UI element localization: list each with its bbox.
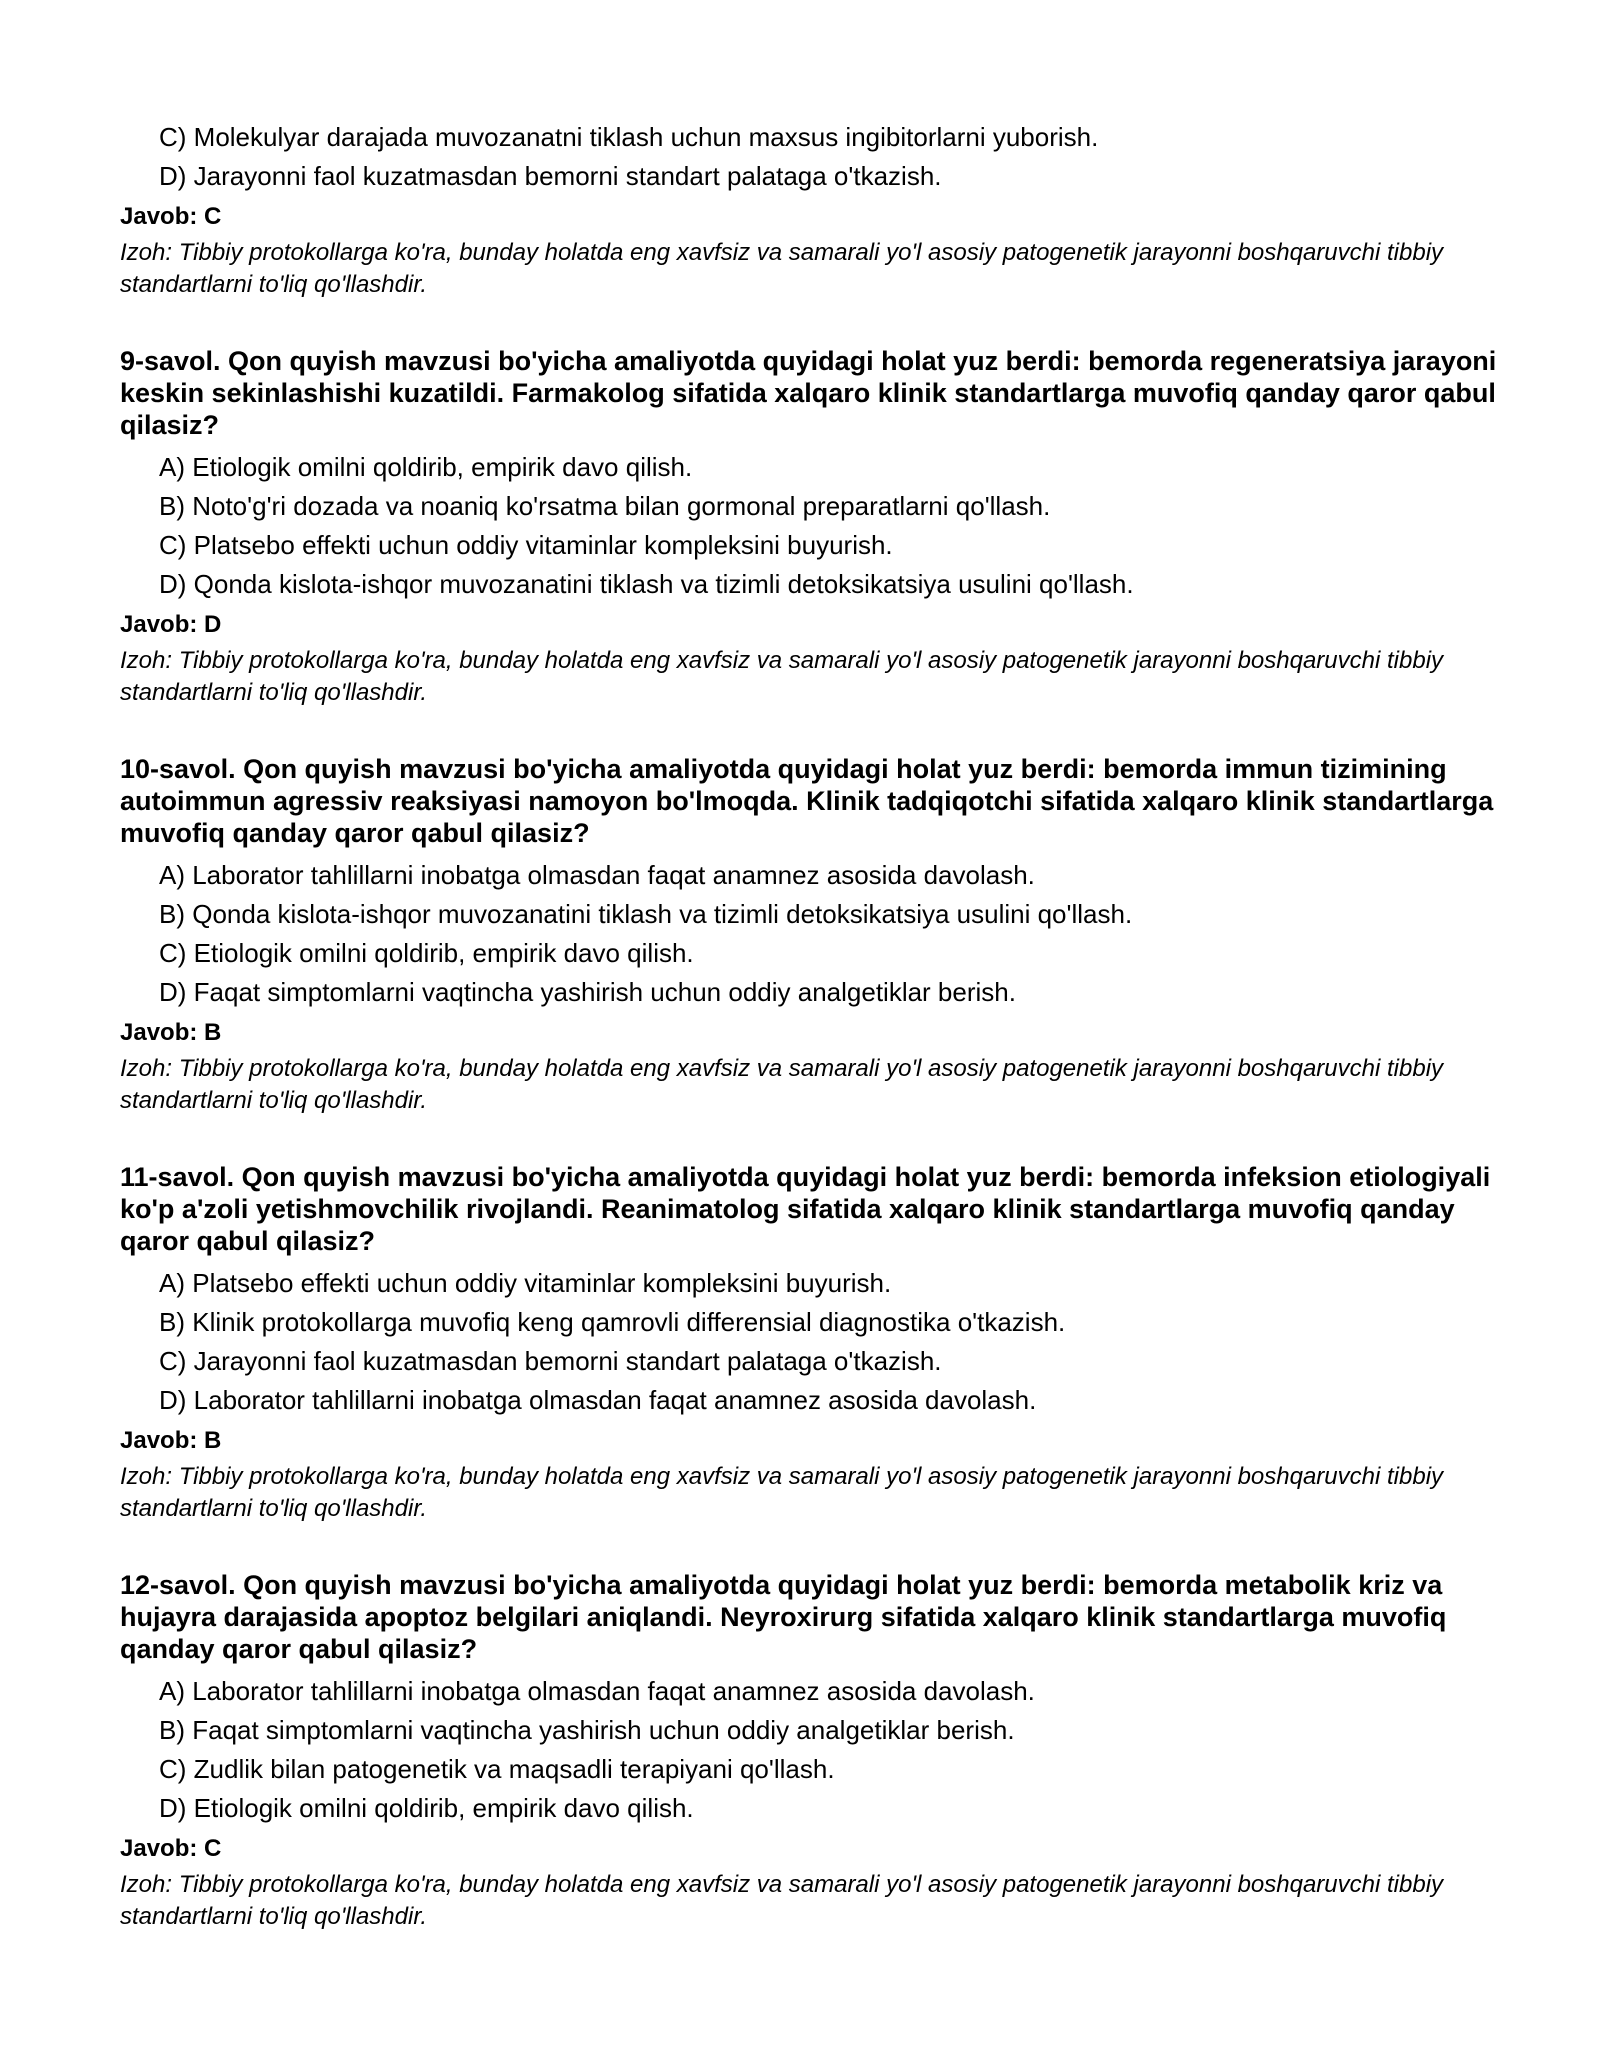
answer-key: Javob: C	[120, 1835, 222, 1862]
answer-option: B) Qonda kislota-ishqor muvozanatini tiklash va tizimli detoksikatsiya usulini qo'llash.	[159, 899, 1133, 929]
question-title: 12-savol. Qon quyish mavzusi bo'yicha amaliyotda quyidagi holat yuz berdi: bemorda metabolik kriz va hujayra darajasida apoptoz belgilari aniqlandi. Neyroxirurg sifatida xalqaro klinik standartlarga muvofiq qanday qaror qabul qilasiz?	[120, 1570, 1447, 1664]
answer-key: Javob: B	[120, 1427, 222, 1454]
answer-option: B) Klinik protokollarga muvofiq keng qamrovli differensial diagnostika o'tkazish.	[159, 1307, 1066, 1337]
answer-option: C) Molekulyar darajada muvozanatni tiklash uchun maxsus ingibitorlarni yuborish.	[159, 122, 1099, 152]
answer-option: C) Jarayonni faol kuzatmasdan bemorni standart palataga o'tkazish.	[159, 1346, 942, 1376]
question-title: 11-savol. Qon quyish mavzusi bo'yicha amaliyotda quyidagi holat yuz berdi: bemorda infeksion etiologiyali ko'p a'zoli yetishmovchilik rivojlandi. Reanimatolog sifatida xalqaro klinik standartlarga muvofiq qanday qaror qabul qilasiz?	[120, 1162, 1491, 1256]
explanation: Izoh: Tibbiy protokollarga ko'ra, bunday holatda eng xavfsiz va samarali yo'l asosiy patogenetik jarayonni boshqaruvchi tibbiy standartlarni to'liq qo'llashdir.	[120, 239, 1444, 298]
question-block-9	[120, 345, 1500, 709]
answer-option: A) Platsebo effekti uchun oddiy vitaminlar kompleksini buyurish.	[159, 1268, 892, 1298]
answer-option: B) Faqat simptomlarni vaqtincha yashirish uchun oddiy analgetiklar berish.	[159, 1715, 1015, 1745]
answer-key: Javob: C	[120, 203, 222, 230]
question-block-12	[120, 1569, 1500, 1933]
explanation: Izoh: Tibbiy protokollarga ko'ra, bunday holatda eng xavfsiz va samarali yo'l asosiy patogenetik jarayonni boshqaruvchi tibbiy standartlarni to'liq qo'llashdir.	[120, 647, 1444, 706]
answer-option: A) Laborator tahlillarni inobatga olmasdan faqat anamnez asosida davolash.	[159, 1676, 1035, 1706]
answer-option: C) Zudlik bilan patogenetik va maqsadli terapiyani qo'llash.	[159, 1754, 835, 1784]
answer-option: D) Faqat simptomlarni vaqtincha yashirish uchun oddiy analgetiklar berish.	[159, 977, 1016, 1007]
document-page	[120, 118, 1500, 1933]
explanation: Izoh: Tibbiy protokollarga ko'ra, bunday holatda eng xavfsiz va samarali yo'l asosiy patogenetik jarayonni boshqaruvchi tibbiy standartlarni to'liq qo'llashdir.	[120, 1463, 1444, 1522]
answer-option: A) Etiologik omilni qoldirib, empirik davo qilish.	[159, 452, 693, 482]
answer-option: A) Laborator tahlillarni inobatga olmasdan faqat anamnez asosida davolash.	[159, 860, 1035, 890]
answer-option: C) Platsebo effekti uchun oddiy vitaminlar kompleksini buyurish.	[159, 530, 893, 560]
answer-option: D) Jarayonni faol kuzatmasdan bemorni standart palataga o'tkazish.	[159, 161, 942, 191]
answer-option: D) Laborator tahlillarni inobatga olmasdan faqat anamnez asosida davolash.	[159, 1385, 1037, 1415]
answer-option: B) Noto'g'ri dozada va noaniq ko'rsatma bilan gormonal preparatlarni qo'llash.	[159, 491, 1051, 521]
explanation: Izoh: Tibbiy protokollarga ko'ra, bunday holatda eng xavfsiz va samarali yo'l asosiy patogenetik jarayonni boshqaruvchi tibbiy standartlarni to'liq qo'llashdir.	[120, 1871, 1444, 1930]
question-title: 9-savol. Qon quyish mavzusi bo'yicha amaliyotda quyidagi holat yuz berdi: bemorda regeneratsiya jarayoni keskin sekinlashishi kuzatildi. Farmakolog sifatida xalqaro klinik standartlarga muvofiq qanday qaror qabul qilasiz?	[120, 346, 1497, 440]
answer-key: Javob: B	[120, 1019, 222, 1046]
question-block-11	[120, 1161, 1500, 1525]
answer-option: C) Etiologik omilni qoldirib, empirik davo qilish.	[159, 938, 694, 968]
question-block-10	[120, 753, 1500, 1117]
explanation: Izoh: Tibbiy protokollarga ko'ra, bunday holatda eng xavfsiz va samarali yo'l asosiy patogenetik jarayonni boshqaruvchi tibbiy standartlarni to'liq qo'llashdir.	[120, 1055, 1444, 1114]
question-title: 10-savol. Qon quyish mavzusi bo'yicha amaliyotda quyidagi holat yuz berdi: bemorda immun tizimining autoimmun agressiv reaksiyasi namoyon bo'lmoqda. Klinik tadqiqotchi sifatida xalqaro klinik standartlarga muvofiq qanday qaror qabul qilasiz?	[120, 754, 1494, 848]
answer-option: D) Etiologik omilni qoldirib, empirik davo qilish.	[159, 1793, 694, 1823]
answer-key: Javob: D	[120, 611, 222, 638]
question-block-continued	[120, 118, 1500, 301]
answer-option: D) Qonda kislota-ishqor muvozanatini tiklash va tizimli detoksikatsiya usulini qo'llash.	[159, 569, 1134, 599]
